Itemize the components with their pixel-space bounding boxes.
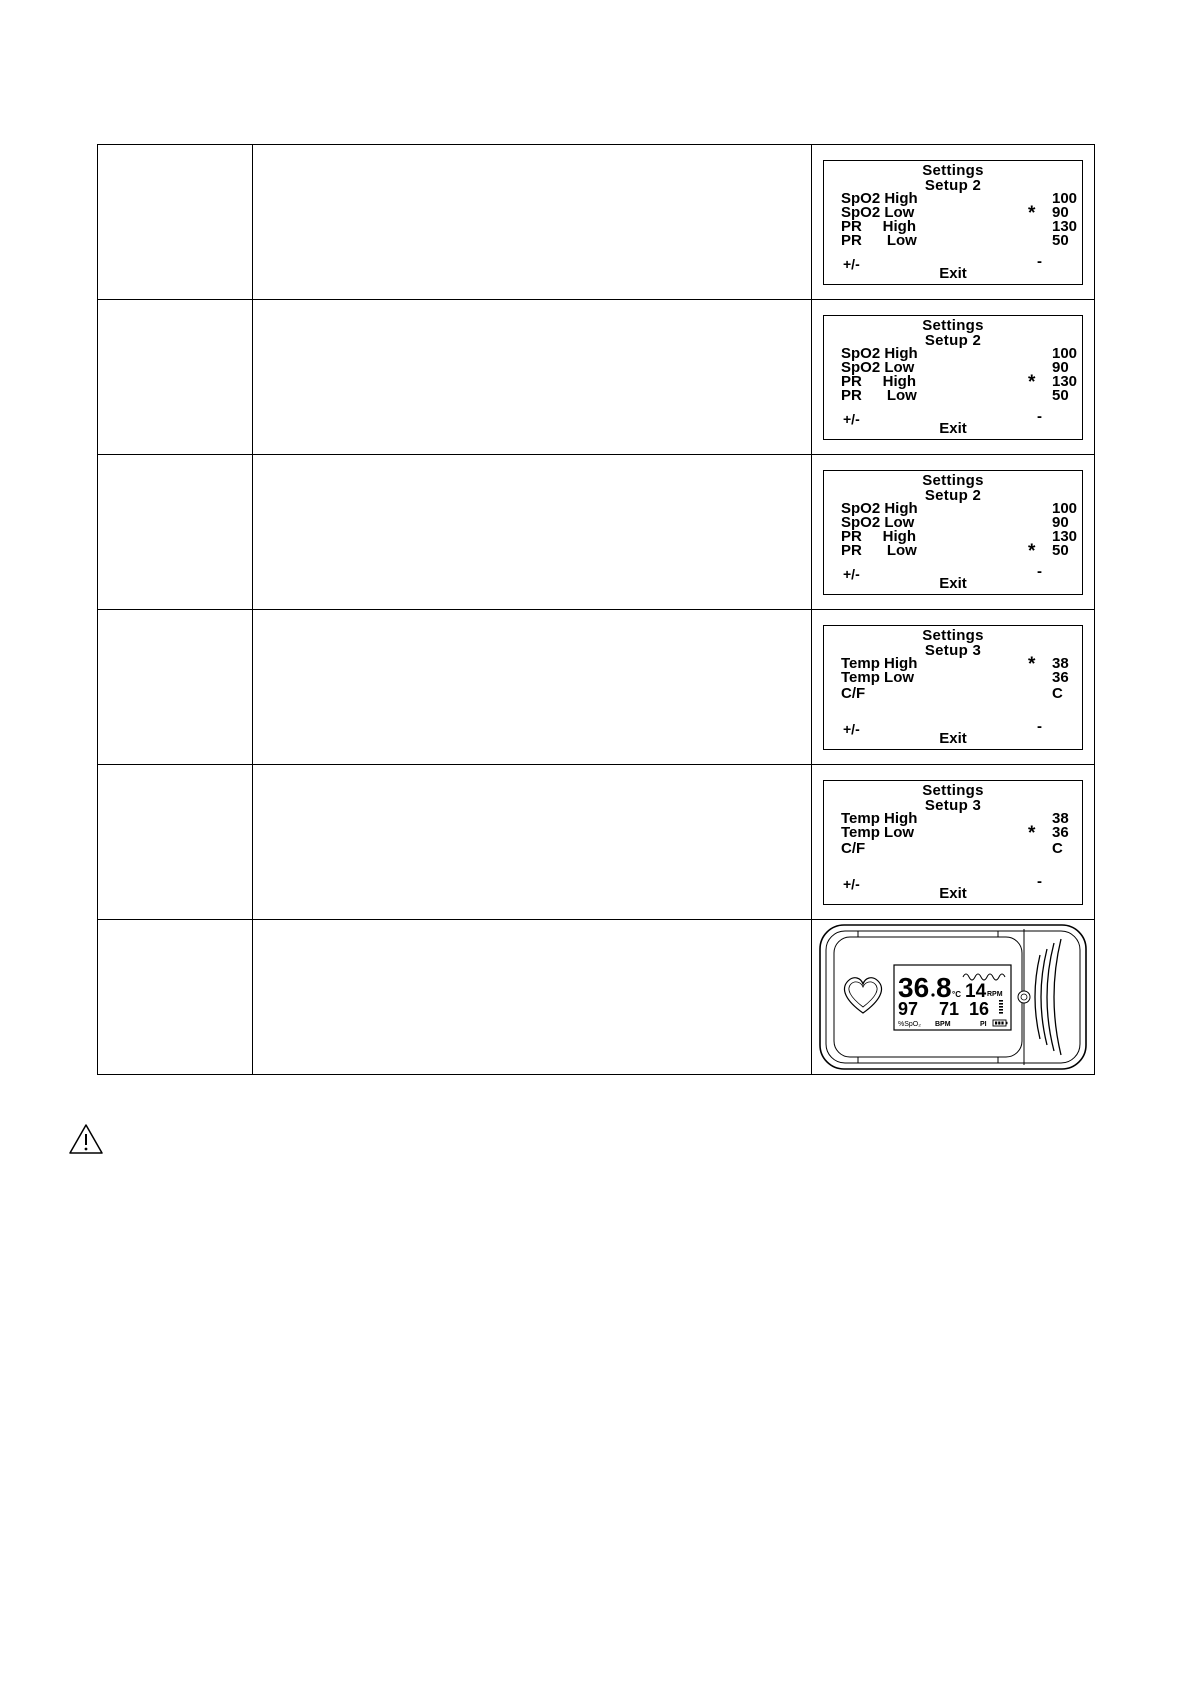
step-cell (98, 145, 253, 300)
screen-cell (812, 920, 1095, 1075)
screen-cell (812, 610, 1095, 765)
description-cell (253, 610, 812, 765)
step-cell (98, 920, 253, 1075)
description-cell (253, 300, 812, 455)
setting-label: PR Low (841, 386, 917, 404)
setting-value: 100 (1052, 499, 1078, 517)
table-row (98, 145, 1095, 300)
setting-value: 130 (1052, 217, 1078, 235)
exit-option: Exit (939, 264, 967, 282)
setting-row (841, 231, 1069, 249)
dash-value: - (1037, 562, 1042, 580)
setting-value: 36 (1052, 668, 1069, 686)
settings-screen (823, 780, 1083, 905)
setting-label: SpO2 Low (841, 203, 915, 221)
setting-label: Temp High (841, 809, 918, 827)
screen-title: Settings (922, 316, 984, 334)
screen-setup-label: Setup 3 (924, 641, 982, 659)
dash-value: - (1037, 407, 1042, 425)
plus-minus-label: +/- (843, 565, 860, 582)
screen-title: Settings (922, 161, 984, 179)
setting-value: 100 (1052, 344, 1078, 362)
selection-marker: * (1028, 371, 1036, 393)
setting-label: PR Low (841, 541, 917, 559)
settings-screen (823, 470, 1083, 595)
setting-label: PR High (841, 372, 916, 390)
selection-marker: * (1028, 822, 1036, 844)
setting-value: 50 (1052, 541, 1069, 559)
step-cell (98, 610, 253, 765)
selection-marker: * (1028, 202, 1036, 224)
temperature-value: 36 (898, 972, 930, 1003)
setting-value: C (1052, 839, 1063, 857)
setting-label: C/F (841, 839, 866, 857)
setting-label: PR High (841, 527, 916, 545)
pulse-value: 71 (939, 999, 960, 1019)
settings-screen (823, 625, 1083, 750)
step-cell (98, 455, 253, 610)
table-row (98, 765, 1095, 920)
temperature-decimal: 8 (936, 972, 952, 1003)
monitor-device-illustration (818, 923, 1088, 1071)
screen-setup-label: Setup 2 (924, 486, 982, 504)
setting-label: PR High (841, 217, 916, 235)
spo2-value: 97 (898, 999, 919, 1019)
setting-value: 130 (1052, 372, 1078, 390)
pulse-unit: BPM (935, 1021, 951, 1028)
exit-option: Exit (939, 574, 967, 592)
selection-marker: * (1028, 653, 1036, 675)
respiration-value: 14 (965, 981, 987, 1002)
spo2-unit: %SpO₂ (898, 1021, 921, 1028)
description-cell (253, 920, 812, 1075)
step-cell (98, 300, 253, 455)
screen-title: Settings (922, 626, 984, 644)
setting-label: Temp Low (841, 668, 915, 686)
exit-option: Exit (939, 419, 967, 437)
table-row (98, 920, 1095, 1075)
screen-cell (812, 765, 1095, 920)
plus-minus-label: +/- (843, 410, 860, 427)
setting-row (841, 686, 1066, 701)
plus-minus-label: +/- (843, 255, 860, 272)
setting-label: SpO2 High (841, 499, 918, 517)
description-cell (253, 145, 812, 300)
setting-value: 38 (1052, 809, 1069, 827)
setting-label: PR Low (841, 231, 917, 249)
setting-row (841, 668, 1069, 686)
exit-option: Exit (939, 884, 967, 902)
plus-minus-label: +/- (843, 720, 860, 737)
screen-cell (812, 145, 1095, 300)
setting-label: SpO2 Low (841, 513, 915, 531)
setting-label: SpO2 High (841, 344, 918, 362)
plus-minus-label: +/- (843, 875, 860, 892)
setting-value: 90 (1052, 358, 1069, 376)
table-row (98, 610, 1095, 765)
description-cell (253, 765, 812, 920)
setting-value: 38 (1052, 654, 1069, 672)
setting-row (841, 822, 1069, 844)
pi-value: 16 (969, 999, 990, 1019)
exit-option: Exit (939, 729, 967, 747)
temperature-unit: °C (952, 990, 961, 999)
dash-value: - (1037, 717, 1042, 735)
respiration-unit: RPM (987, 991, 1003, 998)
screen-title: Settings (922, 471, 984, 489)
screen-cell (812, 455, 1095, 610)
setting-label: C/F (841, 684, 866, 702)
setting-label: Temp Low (841, 823, 915, 841)
setting-row (841, 540, 1069, 562)
setting-row (841, 841, 1066, 856)
setting-value: C (1052, 684, 1063, 702)
screen-setup-label: Setup 3 (924, 796, 982, 814)
settings-table (97, 144, 1095, 1075)
setting-label: SpO2 Low (841, 358, 915, 376)
setting-value: 36 (1052, 823, 1069, 841)
setting-value: 50 (1052, 386, 1069, 404)
description-cell (253, 455, 812, 610)
screen-setup-label: Setup 2 (924, 176, 982, 194)
dash-value: - (1037, 252, 1042, 270)
setting-value: 130 (1052, 527, 1078, 545)
setting-value: 100 (1052, 189, 1078, 207)
dash-value: - (1037, 872, 1042, 890)
selection-marker: * (1028, 540, 1036, 562)
warning-triangle-icon (68, 1123, 104, 1155)
settings-screen (823, 160, 1083, 285)
setting-label: SpO2 High (841, 189, 918, 207)
setting-label: Temp High (841, 654, 918, 672)
pi-unit: PI (980, 1021, 987, 1028)
setting-value: 50 (1052, 231, 1069, 249)
step-cell (98, 765, 253, 920)
settings-screen (823, 315, 1083, 440)
setting-value: 90 (1052, 203, 1069, 221)
screen-title: Settings (922, 781, 984, 799)
setting-row (841, 386, 1069, 404)
screen-setup-label: Setup 2 (924, 331, 982, 349)
setting-value: 90 (1052, 513, 1069, 531)
table-row (98, 300, 1095, 455)
table-row (98, 455, 1095, 610)
screen-cell (812, 300, 1095, 455)
